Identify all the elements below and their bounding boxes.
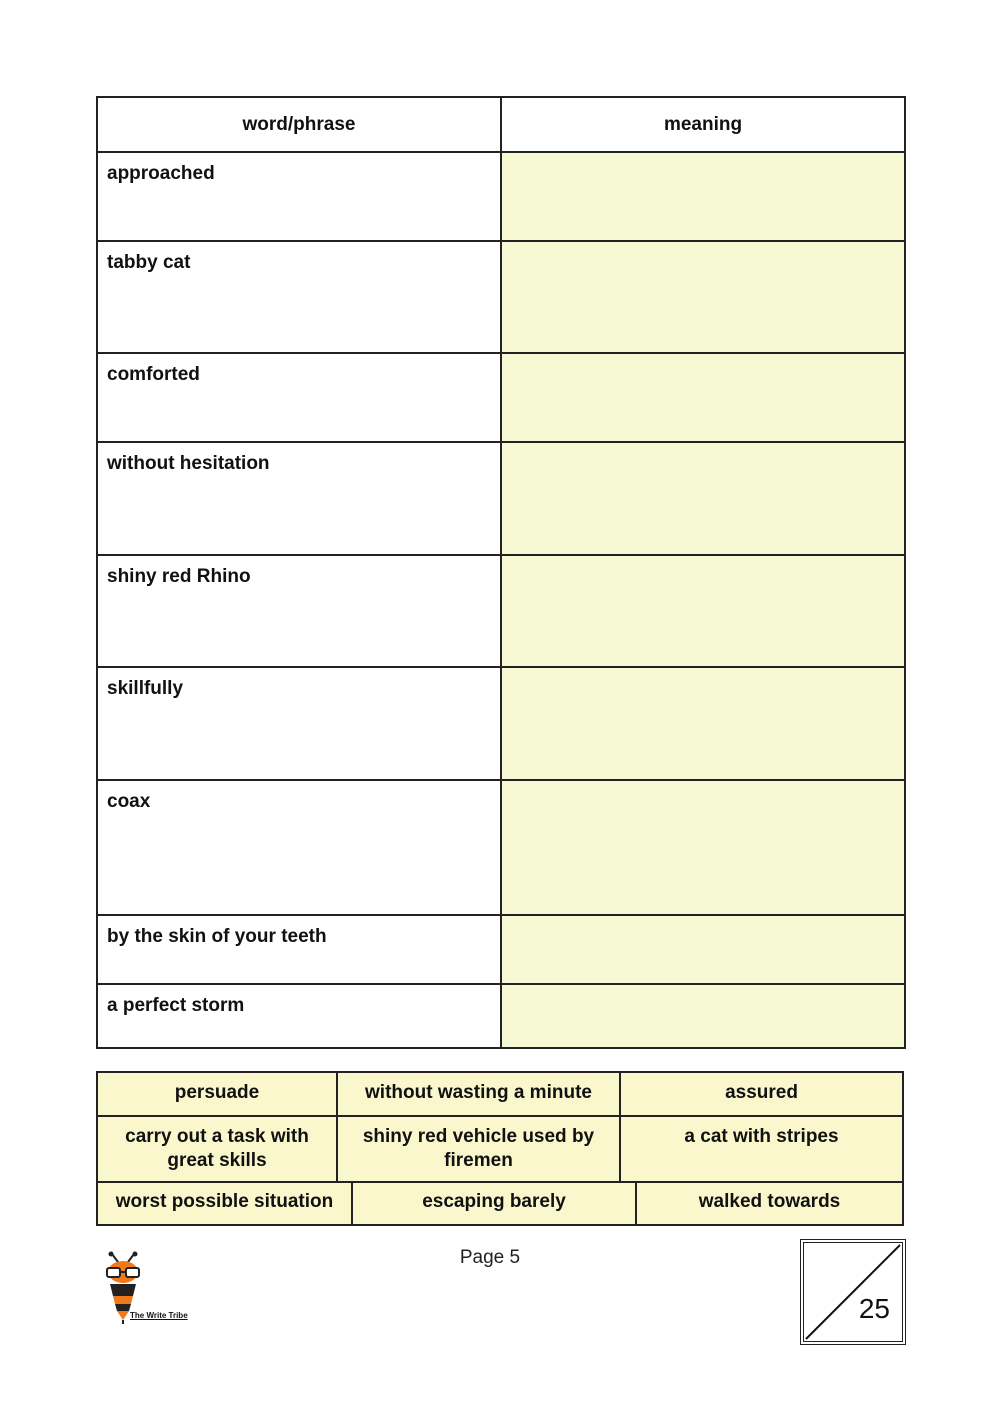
word-bank-option[interactable]: persuade — [174, 1082, 260, 1103]
word-cell: a perfect storm — [97, 984, 501, 1048]
page-number: Page 5 — [459, 1247, 521, 1268]
meaning-drop-cell[interactable] — [501, 353, 905, 442]
word-cell: comforted — [97, 353, 501, 442]
word-cell: tabby cat — [97, 241, 501, 353]
word-cell: shiny red Rhino — [97, 555, 501, 667]
meaning-drop-cell[interactable] — [501, 667, 905, 780]
table-row — [97, 152, 905, 241]
table-row — [97, 667, 905, 780]
word-bank-option[interactable]: walked towards — [635, 1183, 902, 1224]
word-bank-option[interactable]: without wasting a minute — [336, 1073, 619, 1115]
word-bank-option[interactable]: carry out a task with great skills — [125, 1126, 309, 1171]
meaning-input[interactable] — [502, 443, 904, 480]
table-row — [97, 241, 905, 353]
table-row — [97, 984, 905, 1048]
table-row — [97, 915, 905, 984]
vocabulary-table — [96, 96, 906, 1049]
word-bank-option[interactable]: assured — [619, 1073, 902, 1115]
meaning-drop-cell[interactable] — [501, 915, 905, 984]
word-cell: coax — [97, 780, 501, 915]
word-bank-row — [98, 1181, 902, 1224]
word-bank-row — [98, 1115, 902, 1181]
score-divider-icon — [804, 1243, 902, 1341]
meaning-drop-cell[interactable] — [501, 241, 905, 353]
meaning-drop-cell[interactable] — [501, 984, 905, 1048]
word-bank-option[interactable]: escaping barely — [351, 1183, 635, 1224]
meaning-input[interactable] — [502, 242, 904, 279]
meaning-input[interactable] — [502, 781, 904, 818]
meaning-drop-cell[interactable] — [501, 442, 905, 555]
table-row — [97, 780, 905, 915]
table-row — [97, 442, 905, 555]
table-row — [97, 555, 905, 667]
meaning-drop-cell[interactable] — [501, 555, 905, 667]
meaning-input[interactable] — [502, 354, 904, 391]
word-bank — [96, 1071, 904, 1226]
word-bank-row — [98, 1073, 902, 1115]
word-bank-option[interactable]: a cat with stripes — [619, 1117, 902, 1181]
meaning-input[interactable] — [502, 668, 904, 705]
table-row — [97, 353, 905, 442]
table-header-row — [97, 97, 905, 152]
word-bank-option[interactable]: shiny red vehicle used by firemen — [336, 1117, 619, 1181]
word-cell: skillfully — [97, 667, 501, 780]
meaning-drop-cell[interactable] — [501, 152, 905, 241]
word-cell: without hesitation — [97, 442, 501, 555]
meaning-input[interactable] — [502, 556, 904, 593]
score-box[interactable] — [800, 1239, 906, 1345]
word-cell: by the skin of your teeth — [97, 915, 501, 984]
score-total: 25 — [858, 1293, 890, 1324]
meaning-input[interactable] — [502, 153, 904, 190]
meaning-drop-cell[interactable] — [501, 780, 905, 915]
header-meaning: meaning — [501, 97, 905, 152]
meaning-input[interactable] — [502, 916, 904, 953]
meaning-input[interactable] — [502, 985, 904, 1022]
logo-text: The Write Tribe — [130, 1311, 188, 1320]
word-cell: approached — [97, 152, 501, 241]
word-bank-option[interactable]: worst possible situation — [115, 1191, 334, 1212]
header-word-phrase: word/phrase — [97, 97, 501, 152]
